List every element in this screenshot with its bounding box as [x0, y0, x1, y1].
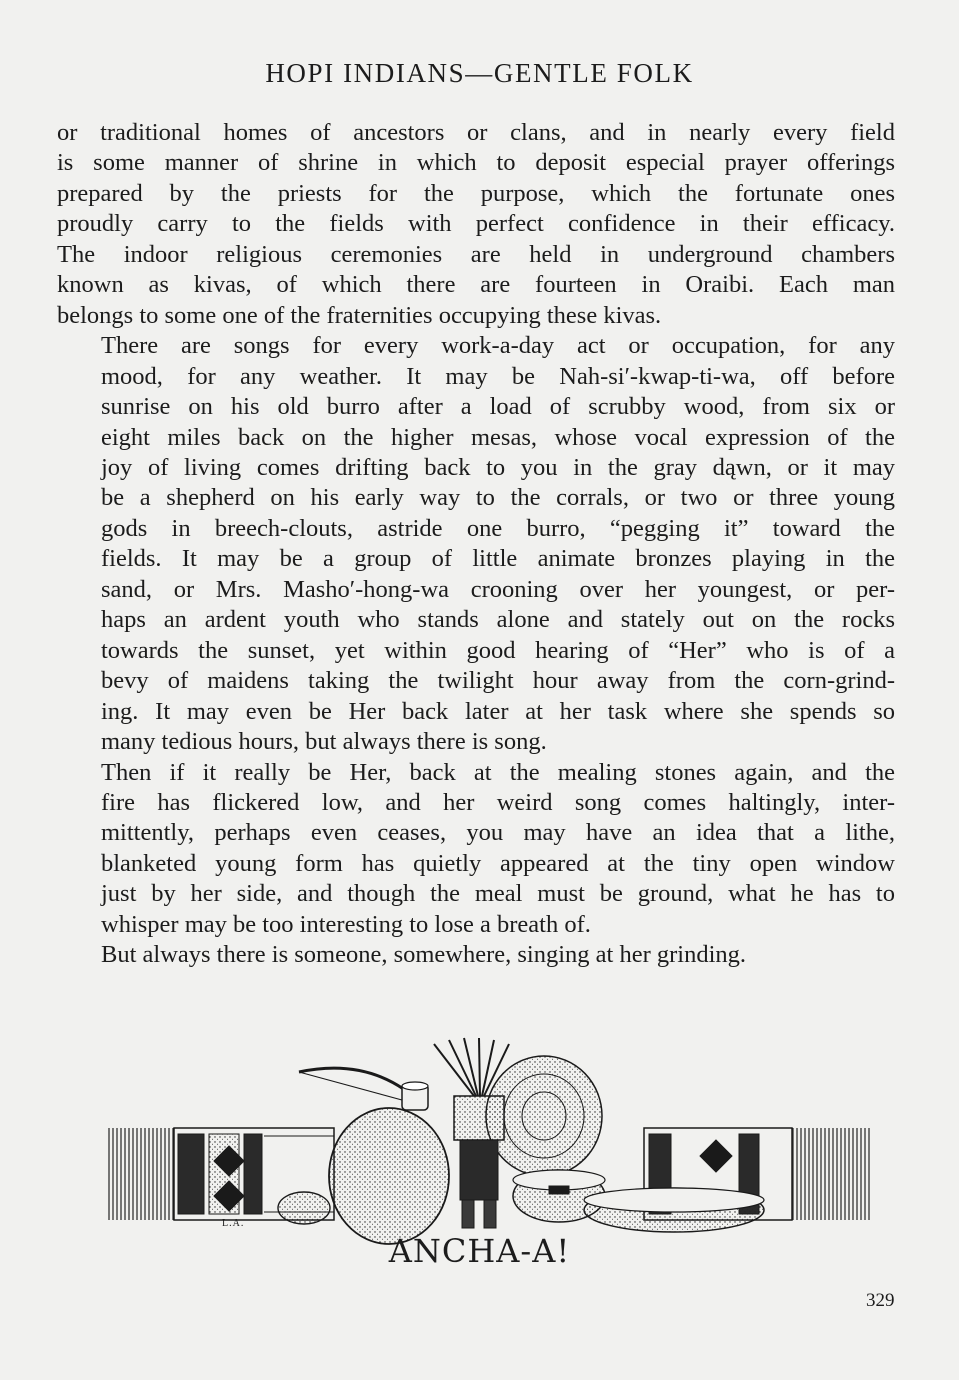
text-line: But always there is someone, somewhere, singing at her grinding.: [101, 941, 747, 969]
text-line: joy of living comes drifting back to you in the gray dąwn, or it may: [101, 453, 895, 481]
text-line: many tedious hours, but always there is song.: [101, 728, 547, 756]
text-line: fields. It may be a group of little animate bronzes playing in the: [101, 545, 895, 573]
shallow-dish: [584, 1188, 764, 1232]
text-line: gods in breech-clouts, astride one burro, “pegging it” toward the: [101, 514, 895, 542]
text-line: proudly carry to the fields with perfect confidence in their efficacy.: [57, 210, 895, 238]
text-line: sand, or Mrs. Masho′-hong-wa crooning over her youngest, or per-: [101, 575, 895, 603]
running-head: HOPI INDIANS—GENTLE FOLK: [265, 58, 694, 88]
text-line: ing. It may even be Her back later at her task where she spends so: [101, 697, 895, 725]
paragraph: [57, 940, 895, 970]
artist-initials: L.A.: [222, 1218, 245, 1229]
page-number: 329: [866, 1290, 895, 1311]
paragraph: [57, 331, 895, 757]
text-line: be a shepherd on his early way to the corrals, or two or three young: [101, 484, 895, 512]
text-line: mood, for any weather. It may be Nah-si′-kwap-ti-wa, off before: [101, 362, 895, 390]
text-line: sunrise on his old burro after a load of scrubby wood, from six or: [101, 393, 895, 421]
text-line: blanketed young form has quietly appeared at the tiny open window: [101, 849, 895, 877]
text-line: eight miles back on the higher mesas, whose vocal expression of the: [101, 423, 895, 451]
paragraph: [57, 758, 895, 941]
text-line: Then if it really be Her, back at the mealing stones again, and the: [101, 758, 895, 786]
body-text: [57, 118, 895, 971]
kachina-doll: [454, 1096, 504, 1228]
text-line: fire has flickered low, and her weird song comes haltingly, inter-: [101, 788, 895, 816]
text-line: towards the sunset, yet within good hearing of “Her” who is of a: [101, 636, 895, 664]
text-line: just by her side, and though the meal must be ground, what he has to: [101, 880, 895, 908]
text-line: belongs to some one of the fraternities occupying these kivas.: [57, 301, 662, 329]
paragraph: [57, 118, 895, 331]
text-line: There are songs for every work-a-day act or occupation, for any: [101, 332, 895, 360]
piki-bread: [278, 1192, 330, 1224]
text-line: or traditional homes of ancestors or clans, and in nearly every field: [57, 119, 895, 146]
text-line: mittently, perhaps even ceases, you may have an idea that a lithe,: [101, 819, 895, 847]
text-line: prepared by the priests for the purpose, which the fortunate ones: [57, 179, 895, 207]
text-line: bevy of maidens taking the twilight hour away from the corn-grind-: [101, 667, 895, 695]
water-jar: [329, 1082, 449, 1244]
text-line: is some manner of shrine in which to deposit especial prayer offerings: [57, 149, 895, 177]
illustration-caption: ANCHA-A!: [388, 1232, 571, 1270]
text-line: known as kivas, of which there are fourteen in Oraibi. Each man: [57, 271, 895, 299]
text-line: The indoor religious ceremonies are held in underground chambers: [57, 240, 895, 268]
text-line: haps an ardent youth who stands alone and stately out on the rocks: [101, 606, 895, 634]
text-line: whisper may be too interesting to lose a breath of.: [101, 910, 591, 938]
